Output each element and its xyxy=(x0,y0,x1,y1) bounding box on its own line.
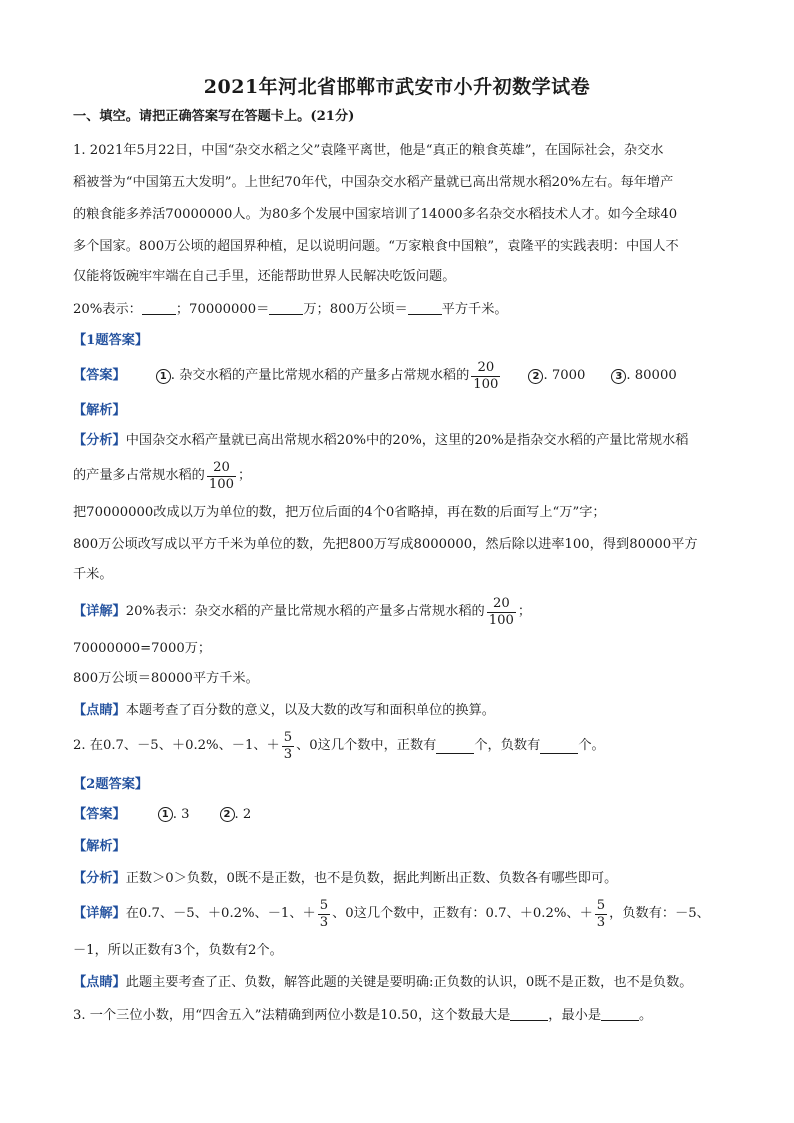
circled-number-icon: 1 xyxy=(158,807,173,822)
q3-stem-text-c: 。 xyxy=(639,1008,653,1023)
q2-answer-tag: 【2题答案】 xyxy=(73,777,149,792)
q1-fenxi-text-2: 的产量多占常规水稻的 xyxy=(73,468,205,483)
q1-line-4: 多个国家。800万公顷的超国界种植，足以说明问题。“万家粮食中国粮”，袁隆平的实践表明：中国人不 xyxy=(73,239,679,254)
q1-blank-2[interactable] xyxy=(269,300,303,315)
q2-xiangjie-text-c: ，负数有：－5、 xyxy=(609,906,710,921)
q1-xiangjie-label: 【详解】 xyxy=(73,604,126,619)
q1-fill-text-a: 20%表示： xyxy=(73,302,142,317)
q3-stem-line xyxy=(73,1006,733,1025)
q1-dianjing-text: 本题考查了百分数的意义，以及大数的改写和面积单位的换算。 xyxy=(125,703,495,718)
q3-stem-text-b: ，最小是 xyxy=(548,1008,602,1023)
q2-fenxi-label: 【分析】 xyxy=(73,871,126,886)
q1-fenxi-label: 【分析】 xyxy=(73,433,126,448)
q1-line-5: 仅能将饭碗牢牢端在自己手里，还能帮助世界人民解决吃饭问题。 xyxy=(73,269,456,284)
q1-fenxi-line-1 xyxy=(73,432,733,450)
q1-fenxi-line-4: 800万公顷改写成以平方千米为单位的数，先把800万写成8000000，然后除以进率100，得到80000平方 xyxy=(73,537,698,552)
fraction-numerator: 20 xyxy=(213,459,230,475)
q1-answer-2: . 7000 xyxy=(543,368,586,383)
q1-answer-1: . 杂交水稻的产量比常规水稻的产量多占常规水稻的 xyxy=(170,368,470,383)
q2-answer-label: 【答案】 xyxy=(73,807,126,822)
fraction-numerator: 20 xyxy=(477,359,495,375)
q2-fenxi-line xyxy=(73,870,733,888)
circled-number-icon: 2 xyxy=(220,807,235,822)
fraction-denominator: 3 xyxy=(596,914,606,930)
circled-number-icon: 1 xyxy=(156,369,171,384)
q1-xiangjie-fraction xyxy=(487,596,516,629)
q3-stem-text-a: 3. 一个三位小数，用“四舍五入”法精确到两位小数是10.50，这个数最大是 xyxy=(73,1008,511,1023)
fraction-numerator: 5 xyxy=(596,897,606,913)
q1-xiangjie-line-2: 70000000=7000万； xyxy=(73,641,212,656)
q2-dianjing-text: 此题主要考查了正、负数，解答此题的关键是要明确:正负数的认识，0既不是正数，也不是负数。 xyxy=(125,975,693,990)
q2-xiangjie-text-a: 在0.7、－5、＋0.2%、－1、＋ xyxy=(125,906,316,921)
q2-fenxi-text: 正数＞0＞负数，0既不是正数，也不是负数，据此判断出正数、负数各有哪些即可。 xyxy=(125,871,618,886)
q2-xiangjie-fraction-2 xyxy=(595,898,607,931)
q3-blank-2[interactable] xyxy=(601,1006,639,1021)
fraction-denominator: 100 xyxy=(473,376,499,392)
q2-stem-fraction xyxy=(282,730,294,763)
q1-answer-label: 【答案】 xyxy=(73,368,126,383)
q2-dianjing-line xyxy=(73,974,733,992)
fraction-numerator: 5 xyxy=(283,729,293,745)
fraction-numerator: 20 xyxy=(492,595,510,611)
section-heading: 一、填空。请把正确答案写在答题卡上。(21分) xyxy=(73,109,355,124)
q1-fill-text-c: 万；800万公顷＝ xyxy=(303,302,408,317)
q2-xiangjie-text-b: 、0这几个数中，正数有：0.7、＋0.2%、＋ xyxy=(332,906,593,921)
q2-stem-line xyxy=(73,726,733,766)
fraction-denominator: 3 xyxy=(319,914,329,930)
q2-stem-text-b: 、0这几个数中，正数有 xyxy=(296,738,437,753)
q1-fill-text-b: ；70000000＝ xyxy=(175,302,270,317)
page-title: 2021年河北省邯郸市武安市小升初数学试卷 xyxy=(203,76,591,98)
q1-fenxi-fraction xyxy=(207,460,236,493)
q2-xiangjie-line-1 xyxy=(73,894,733,934)
q2-stem-text-c: 个，负数有 xyxy=(474,738,541,753)
fraction-denominator: 100 xyxy=(208,476,235,492)
q2-answer-2: . 2 xyxy=(234,807,252,822)
q1-analysis-tag: 【解析】 xyxy=(73,403,126,418)
q1-answer-fraction xyxy=(471,360,500,393)
q1-answer-line xyxy=(73,356,733,396)
circled-number-icon: 2 xyxy=(528,369,543,384)
q1-fenxi-line-3: 把70000000改成以万为单位的数，把万位后面的4个0省略掉，再在数的后面写上“万”字； xyxy=(73,505,606,520)
fraction-numerator: 5 xyxy=(319,897,329,913)
q1-fenxi-text-2-end: ； xyxy=(238,468,252,483)
q1-line-2: 稻被誉为“中国第五大发明”。上世纪70年代，中国杂交水稻产量就已高出常规水稻20%左右。每年增产 xyxy=(73,175,674,190)
q2-xiangjie-line-2: －1，所以正数有3个，负数有2个。 xyxy=(73,943,283,958)
q1-fenxi-text-1: 中国杂交水稻产量就已高出常规水稻20%中的20%，这里的20%是指杂交水稻的产量比常规水稻 xyxy=(125,433,689,448)
q1-dianjing-label: 【点睛】 xyxy=(73,703,126,718)
q2-answer-1: . 3 xyxy=(172,807,190,822)
q1-fenxi-line-2 xyxy=(73,456,733,496)
circled-number-icon: 3 xyxy=(611,369,626,384)
q1-fill-line xyxy=(73,300,733,319)
fraction-denominator: 100 xyxy=(488,612,514,628)
q2-xiangjie-label: 【详解】 xyxy=(73,906,126,921)
fraction-denominator: 3 xyxy=(283,746,293,762)
q1-xiangjie-line-1 xyxy=(73,592,733,632)
q1-answer-3: . 80000 xyxy=(626,368,677,383)
q1-dianjing-line xyxy=(73,702,733,720)
q1-xiangjie-text-1: 20%表示：杂交水稻的产量比常规水稻的产量多占常规水稻的 xyxy=(125,604,485,619)
q2-stem-text-d: 个。 xyxy=(578,738,605,753)
q1-answer-tag: 【1题答案】 xyxy=(73,333,149,348)
q2-analysis-tag: 【解析】 xyxy=(73,839,126,854)
q1-fenxi-line-5: 千米。 xyxy=(73,567,113,582)
q1-blank-3[interactable] xyxy=(408,300,442,315)
q1-xiangjie-line-3: 800万公顷＝80000平方千米。 xyxy=(73,671,259,686)
q1-line-3: 的粮食能多养活70000000人。为80多个发展中国家培训了14000多名杂交水稻技术人才。如今全球40 xyxy=(73,207,678,222)
q2-blank-2[interactable] xyxy=(540,739,578,754)
q1-fill-text-d: 平方千米。 xyxy=(441,302,508,317)
q2-xiangjie-fraction-1 xyxy=(318,898,330,931)
q2-blank-1[interactable] xyxy=(436,739,474,754)
q2-answer-line xyxy=(73,806,733,824)
q3-blank-1[interactable] xyxy=(510,1006,548,1021)
q1-blank-1[interactable] xyxy=(142,300,176,315)
q1-xiangjie-text-1-end: ； xyxy=(517,604,532,619)
q1-line-1: 1. 2021年5月22日，中国“杂交水稻之父”袁隆平离世，他是“真正的粮食英雄”，在国际社会，杂交水 xyxy=(73,143,664,158)
q2-dianjing-label: 【点睛】 xyxy=(73,975,126,990)
q2-stem-text-a: 2. 在0.7、－5、＋0.2%、－1、＋ xyxy=(73,738,280,753)
